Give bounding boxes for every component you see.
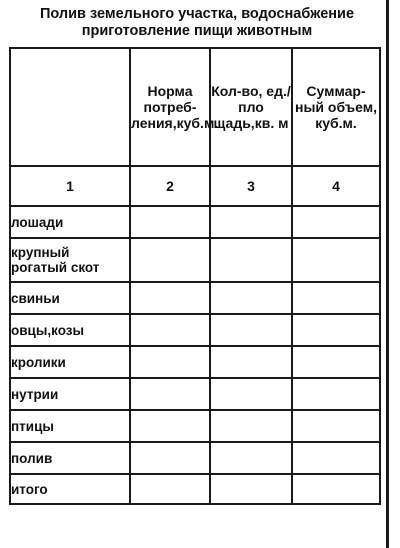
consumption-table bbox=[9, 47, 381, 505]
row-label: овцы,козы bbox=[10, 314, 130, 346]
form-title: Полив земельного участка, водоснабжение приготовление пищи животным bbox=[39, 6, 355, 39]
input-cell[interactable] bbox=[210, 206, 292, 238]
header-cell-total: Суммар-ный объем, куб.м. bbox=[292, 48, 380, 166]
page-edge-line bbox=[386, 0, 389, 548]
input-cell[interactable] bbox=[292, 314, 380, 346]
row-label: кролики bbox=[10, 346, 130, 378]
column-number: 1 bbox=[10, 166, 130, 206]
table-row bbox=[10, 314, 380, 346]
header-cell-category bbox=[10, 48, 130, 166]
row-label: нутрии bbox=[10, 378, 130, 410]
input-cell[interactable] bbox=[210, 238, 292, 282]
input-cell[interactable] bbox=[130, 346, 210, 378]
table-row bbox=[10, 346, 380, 378]
table-row bbox=[10, 378, 380, 410]
header-row bbox=[10, 48, 380, 166]
input-cell[interactable] bbox=[210, 314, 292, 346]
input-cell[interactable] bbox=[130, 206, 210, 238]
row-label: свиньи bbox=[10, 282, 130, 314]
input-cell[interactable] bbox=[130, 314, 210, 346]
input-cell[interactable] bbox=[292, 410, 380, 442]
column-number: 3 bbox=[210, 166, 292, 206]
table-row bbox=[10, 282, 380, 314]
input-cell[interactable] bbox=[210, 378, 292, 410]
row-label: итого bbox=[10, 474, 130, 504]
column-number: 4 bbox=[292, 166, 380, 206]
input-cell[interactable] bbox=[130, 282, 210, 314]
table-row bbox=[10, 442, 380, 474]
input-cell[interactable] bbox=[130, 238, 210, 282]
table-row bbox=[10, 410, 380, 442]
row-label: птицы bbox=[10, 410, 130, 442]
table-row bbox=[10, 238, 380, 282]
input-cell[interactable] bbox=[292, 238, 380, 282]
input-cell[interactable] bbox=[210, 346, 292, 378]
input-cell[interactable] bbox=[210, 282, 292, 314]
input-cell[interactable] bbox=[130, 474, 210, 504]
input-cell[interactable] bbox=[292, 206, 380, 238]
row-label: крупный рогатый скот bbox=[10, 238, 130, 282]
table-row bbox=[10, 206, 380, 238]
input-cell[interactable] bbox=[210, 410, 292, 442]
input-cell[interactable] bbox=[292, 442, 380, 474]
header-cell-norm: Норма потреб-ления,куб.м. bbox=[130, 48, 210, 166]
input-cell[interactable] bbox=[292, 474, 380, 504]
total-row bbox=[10, 474, 380, 504]
input-cell[interactable] bbox=[292, 378, 380, 410]
input-cell[interactable] bbox=[292, 346, 380, 378]
row-label: лошади bbox=[10, 206, 130, 238]
row-label: полив bbox=[10, 442, 130, 474]
input-cell[interactable] bbox=[292, 282, 380, 314]
input-cell[interactable] bbox=[130, 410, 210, 442]
column-number-row bbox=[10, 166, 380, 206]
input-cell[interactable] bbox=[130, 378, 210, 410]
input-cell[interactable] bbox=[130, 442, 210, 474]
input-cell[interactable] bbox=[210, 474, 292, 504]
header-cell-quantity: Кол-во, ед./пло щадь,кв. м bbox=[210, 48, 292, 166]
column-number: 2 bbox=[130, 166, 210, 206]
input-cell[interactable] bbox=[210, 442, 292, 474]
